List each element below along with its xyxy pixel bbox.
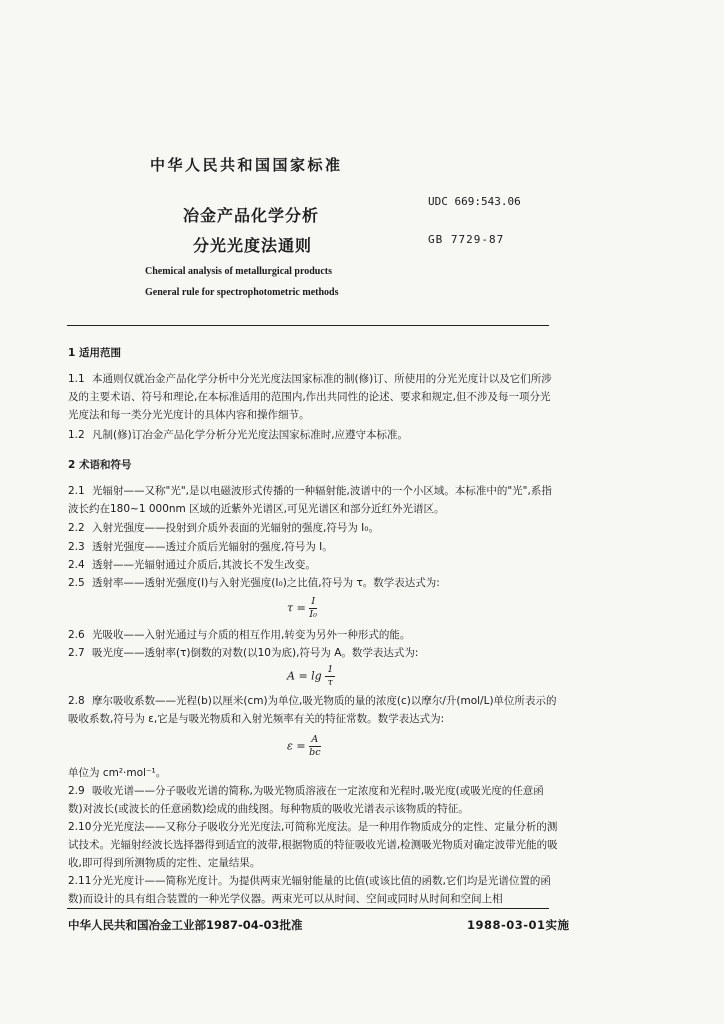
clause-text: 分光光度法——又称分子吸收分光光度法,可简称光度法。是一种用作物质成分的定性、定量分析的测试技术。光辐射经波长选择器得到适宜的波带,根据物质的特征吸收光谱,检测吸光物质对确定波带光能的吸收,即可得到所测物质的定性、定量结果。 — [68, 821, 558, 869]
clause-number: 2.7 — [68, 647, 85, 659]
section-2-title: 2 术语和符号 — [68, 459, 132, 471]
udc-code: UDC 669:543.06 — [428, 195, 521, 208]
formula-molar-absorptivity — [287, 734, 321, 759]
clause-text: 摩尔吸收系数——光程(b)以厘米(cm)为单位,吸光物质的量的浓度(c)以摩尔/升(mol/L)单位所表示的吸收系数,符号为 ε,它是与吸光物质和入射光频率有关的特征常数。数学表达式为: — [68, 695, 557, 725]
clause-text: 光吸收——入射光通过与介质的相互作用,转变为另外一种形式的能。 — [92, 629, 411, 641]
formula-transmittance — [287, 596, 317, 621]
clause-text: 透射率——透射光强度(I)与入射光强度(I₀)之比值,符号为 τ。数学表达式为: — [92, 577, 440, 589]
formula-fraction — [309, 596, 317, 621]
clause-text: 光辐射——又称"光",是以电磁波形式传播的一种辐射能,波谱中的一个小区域。本标准中的"光",系指波长约在180~1 000nm 区域的近紫外光谱区,可见光谱区和部分近红外光谱区。 — [68, 485, 552, 515]
clause-number: 2.4 — [68, 559, 85, 571]
formula-fraction — [325, 664, 335, 689]
clause-text: 凡制(修)订冶金产品化学分析分光光度法国家标准时,应遵守本标准。 — [92, 429, 409, 441]
formula-lhs: ε = — [287, 739, 306, 753]
clause-2-10 — [68, 818, 558, 872]
formula-denominator: I₀ — [309, 609, 317, 620]
clause-number: 2.10 — [68, 821, 92, 833]
clause-2-9 — [68, 782, 558, 818]
country-standard-heading: 中华人民共和国国家标准 — [150, 156, 343, 174]
document-title-line2: 分光光度法通则 — [193, 236, 313, 255]
clause-number: 2.5 — [68, 577, 85, 589]
formula-absorbance — [287, 664, 335, 689]
clause-number: 2.3 — [68, 541, 85, 553]
clause-2-5 — [68, 574, 558, 592]
clause-text: 吸收光谱——分子吸收光谱的简称,为吸光物质溶液在一定浓度和光程时,吸光度(或吸光度的任意函数)对波长(或波长的任意函数)绘成的曲线图。每种物质的吸收光谱表示该物质的特征。 — [68, 785, 544, 815]
formula-denominator: τ — [327, 677, 333, 688]
clause-2-4 — [68, 556, 558, 574]
clause-2-8 — [68, 692, 558, 728]
clause-number: 2.2 — [68, 522, 85, 534]
clause-text: 透射——光辐射通过介质后,其波长不发生改变。 — [92, 559, 316, 571]
document-title-line1: 冶金产品化学分析 — [183, 206, 320, 225]
formula-lhs: A = lg — [287, 669, 322, 683]
implementation-date: 1988-03-01实施 — [467, 918, 570, 932]
clause-2-7 — [68, 644, 558, 662]
clause-text: 透射光强度——透过介质后光辐射的强度,符号为 I。 — [92, 541, 333, 553]
clause-number: 2.6 — [68, 629, 85, 641]
section-1-title: 1 适用范围 — [68, 347, 121, 359]
clause-2-1 — [68, 482, 558, 518]
clause-number: 2.1 — [68, 485, 85, 497]
clause-number: 2.11 — [68, 875, 92, 887]
formula-lhs: τ = — [287, 601, 306, 615]
clause-1-2 — [68, 426, 558, 444]
clause-number: 2.9 — [68, 785, 85, 797]
clause-number: 1.1 — [68, 373, 85, 385]
clause-number: 1.2 — [68, 429, 85, 441]
formula-numerator: A — [309, 734, 320, 747]
clause-2-11 — [68, 872, 558, 908]
clause-2-3 — [68, 538, 558, 556]
clause-1-1 — [68, 370, 558, 424]
header-divider — [67, 325, 549, 326]
clause-2-2 — [68, 519, 558, 537]
formula-denominator: bc — [309, 747, 321, 758]
clause-text: 入射光强度——投射到介质外表面的光辐射的强度,符号为 I₀。 — [92, 522, 379, 534]
clause-2-8-unit: 单位为 cm²·mol⁻¹。 — [68, 767, 167, 779]
formula-numerator: 1 — [327, 664, 334, 675]
footer-divider — [67, 908, 549, 909]
clause-text: 吸光度——透射率(τ)倒数的对数(以10为底),符号为 A。数学表达式为: — [92, 647, 419, 659]
approval-date: 中华人民共和国冶金工业部1987-04-03批准 — [68, 918, 303, 932]
clause-text: 本通则仅就冶金产品化学分析中分光光度法国家标准的制(修)订、所使用的分光光度计以及它们所涉及的主要术语、符号和理论,在本标准适用的范围内,作出共同性的论述、要求和规定,但不涉及每一项分光光度法和每一类分光光度计的具体内容和操作细节。 — [68, 373, 552, 421]
clause-2-6 — [68, 626, 558, 644]
clause-text: 分光光度计——简称光度计。为提供两束光辐射能量的比值(或该比值的函数,它们均是光谱位置的函数)而设计的具有组合装置的一种光学仪器。两束光可以从时间、空间或同时从时间和空间上相 — [68, 875, 551, 905]
english-title-line1: Chemical analysis of metallurgical products — [145, 266, 333, 277]
formula-fraction — [309, 734, 320, 759]
english-title-line2: General rule for spectrophotometric methods — [145, 287, 339, 298]
gb-code: GB 7729-87 — [428, 233, 505, 246]
clause-number: 2.8 — [68, 695, 85, 707]
formula-numerator: I — [311, 596, 316, 607]
